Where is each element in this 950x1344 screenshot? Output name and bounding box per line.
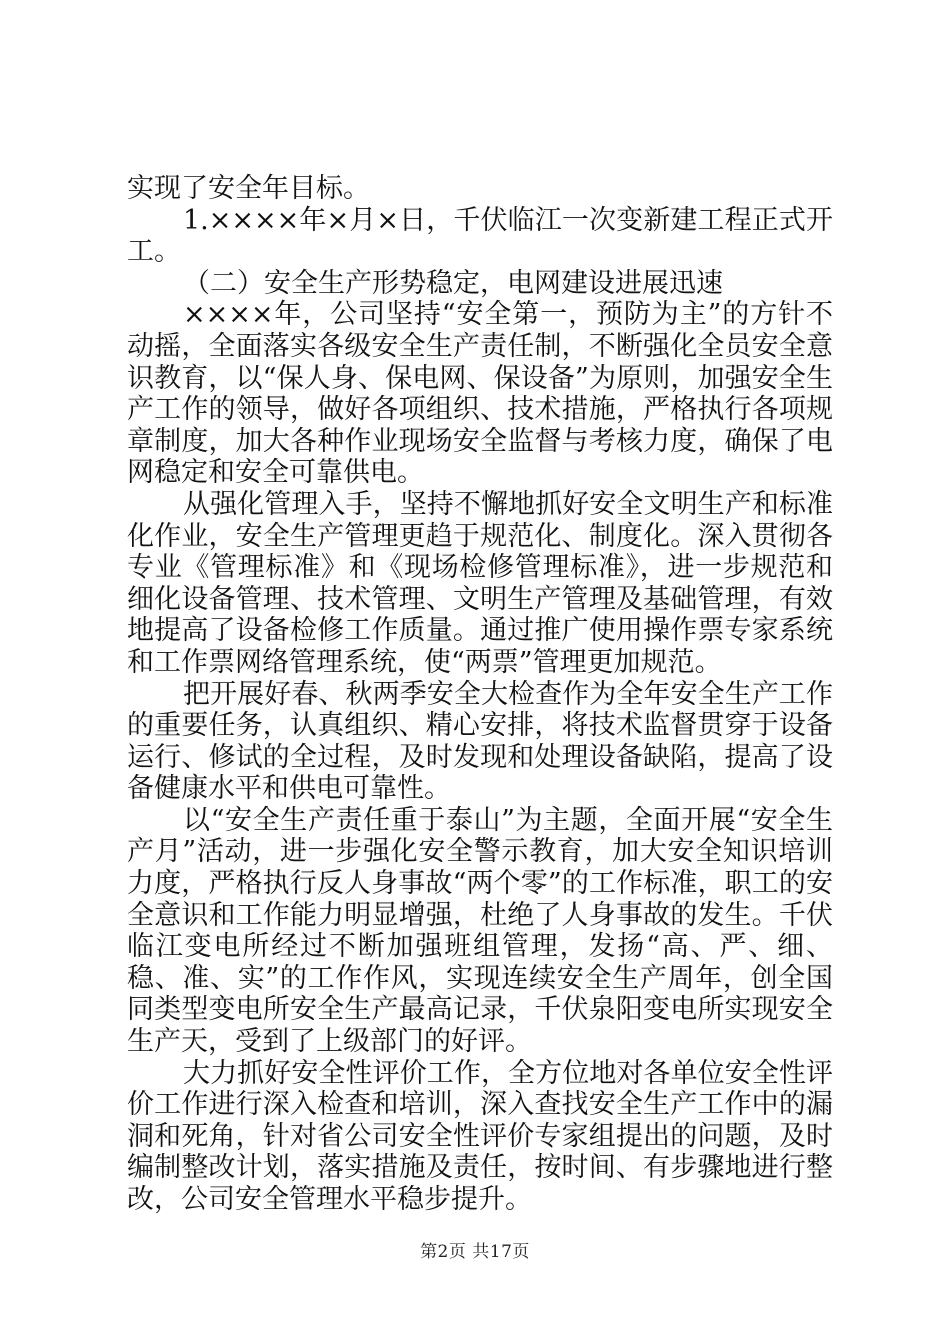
paragraph: 以“安全生产责任重于泰山”为主题，全面开展“安全生产月”活动，进一步强化安全警示教育，加大安全知识培训力度，严格执行反人身事故“两个零”的工作标准，职工的安全意识和工作能力明显增强，杜绝了人身事故的发生。千伏临江变电所经过不断加强班组管理，发扬“高、严、细、稳、准、实”的工作作风，实现连续安全生产周年，创全国同类型变电所安全生产最高记录，千伏泉阳变电所实现安全生产天，受到了上级部门的好评。 xyxy=(127,804,833,1058)
document-body xyxy=(127,173,833,1216)
paragraph: ××××年，公司坚持“安全第一，预防为主”的方针不动摇，全面落实各级安全生产责任制，不断强化全员安全意识教育，以“保人身、保电网、保设备”为原则，加强安全生产工作的领导，做好各项组织、技术措施，严格执行各项规章制度，加大各种作业现场安全监督与考核力度，确保了电网稳定和安全可靠供电。 xyxy=(127,299,833,489)
section-heading: （二）安全生产形势稳定，电网建设进展迅速 xyxy=(183,267,723,299)
list-item-paragraph: 1.××××年×月×日，千伏临江一次变新建工程正式开工。 xyxy=(127,204,833,268)
paragraph: 把开展好春、秋两季安全大检查作为全年安全生产工作的重要任务，认真组织、精心安排，将技术监督贯穿于设备运行、修试的全过程，及时发现和处理设备缺陷，提高了设备健康水平和供电可靠性。 xyxy=(127,678,833,805)
paragraph: 大力抓好安全性评价工作，全方位地对各单位安全性评价工作进行深入检查和培训，深入查找安全生产工作中的漏洞和死角，针对省公司安全性评价专家组提出的问题，及时编制整改计划，落实措施及责任，按时间、有步骤地进行整改，公司安全管理水平稳步提升。 xyxy=(127,1057,833,1215)
page-number-footer: 第2页 共17页 xyxy=(420,1242,530,1262)
paragraph: 实现了安全年目标。 xyxy=(127,173,370,204)
paragraph: 从强化管理入手，坚持不懈地抓好安全文明生产和标准化作业，安全生产管理更趋于规范化、制度化。深入贯彻各专业《管理标准》和《现场检修管理标准》，进一步规范和细化设备管理、技术管理、文明生产管理及基础管理，有效地提高了设备检修工作质量。通过推广使用操作票专家系统和工作票网络管理系统，使“两票”管理更加规范。 xyxy=(127,488,833,678)
